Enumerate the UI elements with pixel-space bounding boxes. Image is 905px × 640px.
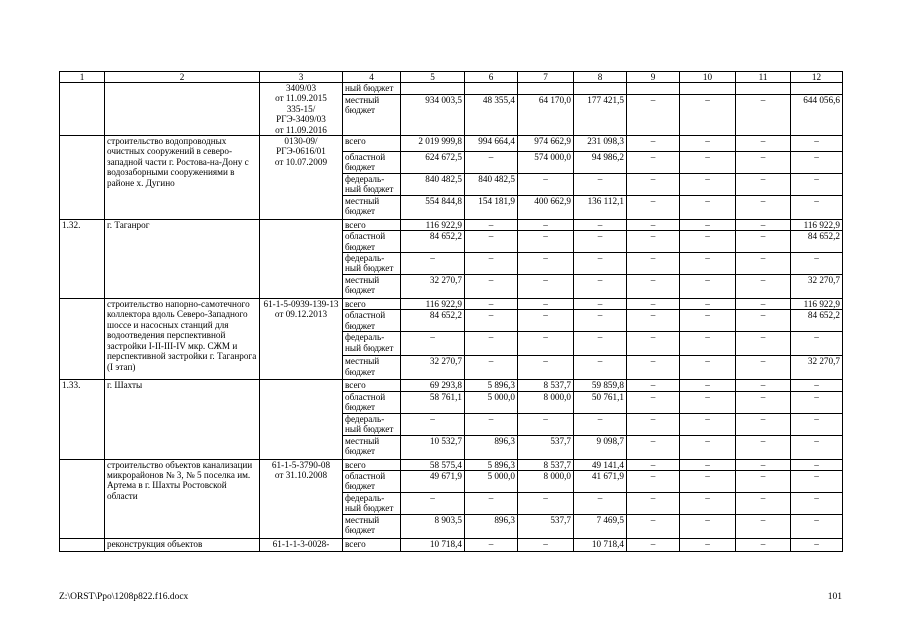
year-amount-cell: 974 662,9 bbox=[518, 136, 574, 152]
year-amount-cell: – bbox=[627, 195, 680, 219]
year-amount-cell: – bbox=[736, 219, 791, 230]
funding-source-cell: местный бюджет bbox=[343, 356, 401, 380]
table-row bbox=[60, 538, 843, 551]
year-amount-cell: 8 537,7 bbox=[518, 380, 574, 391]
year-amount-cell: – bbox=[736, 538, 791, 551]
year-amount-cell: – bbox=[465, 356, 518, 380]
year-amount-cell: – bbox=[736, 253, 791, 275]
year-amount-cell: 116 922,9 bbox=[791, 219, 843, 230]
year-amount-cell: – bbox=[680, 413, 736, 435]
total-amount-cell: 58 575,4 bbox=[401, 459, 465, 470]
funding-source-cell: всего bbox=[343, 136, 401, 152]
year-amount-cell: – bbox=[627, 459, 680, 470]
year-amount-cell: – bbox=[736, 435, 791, 459]
year-amount-cell: – bbox=[518, 173, 574, 195]
year-amount-cell: – bbox=[791, 492, 843, 514]
year-amount-cell: – bbox=[680, 492, 736, 514]
funding-source-cell: федераль-ный бюджет bbox=[343, 332, 401, 356]
column-number: 9 bbox=[627, 72, 680, 83]
year-amount-cell: – bbox=[736, 332, 791, 356]
year-amount-cell: – bbox=[574, 231, 627, 253]
total-amount-cell bbox=[401, 83, 465, 95]
total-amount-cell: – bbox=[401, 492, 465, 514]
year-amount-cell: 32 270,7 bbox=[791, 275, 843, 299]
column-number: 7 bbox=[518, 72, 574, 83]
funding-source-cell: областной бюджет bbox=[343, 231, 401, 253]
year-amount-cell: – bbox=[465, 299, 518, 310]
year-amount-cell: – bbox=[518, 219, 574, 230]
year-amount-cell: – bbox=[574, 219, 627, 230]
year-amount-cell: – bbox=[518, 492, 574, 514]
column-number: 10 bbox=[680, 72, 736, 83]
year-amount-cell: 136 112,1 bbox=[574, 195, 627, 219]
year-amount-cell: – bbox=[736, 299, 791, 310]
total-amount-cell: 69 293,8 bbox=[401, 380, 465, 391]
year-amount-cell: 177 421,5 bbox=[574, 95, 627, 136]
year-amount-cell: 840 482,5 bbox=[465, 173, 518, 195]
year-amount-cell: – bbox=[465, 332, 518, 356]
funding-source-cell: местный бюджет bbox=[343, 275, 401, 299]
year-amount-cell: 50 761,1 bbox=[574, 391, 627, 413]
object-name-cell: строительство напорно-самотечного коллектора вдоль Северо-Западного шоссе и насосных станций для водоотведения перспективной застройки I-II-III-IV мкр. СЖМ и перспективной застройки г. Таганрога (I этап) bbox=[105, 299, 260, 380]
year-amount-cell: 5 896,3 bbox=[465, 380, 518, 391]
year-amount-cell: 8 537,7 bbox=[518, 459, 574, 470]
total-amount-cell: 84 652,2 bbox=[401, 310, 465, 332]
column-number: 6 bbox=[465, 72, 518, 83]
year-amount-cell: – bbox=[791, 435, 843, 459]
funding-source-cell: всего bbox=[343, 380, 401, 391]
year-amount-cell: – bbox=[465, 310, 518, 332]
year-amount-cell: – bbox=[574, 492, 627, 514]
object-name-cell: г. Шахты bbox=[105, 380, 260, 459]
item-number-cell bbox=[60, 136, 105, 220]
year-amount-cell: – bbox=[627, 219, 680, 230]
funding-source-cell: местный бюджет bbox=[343, 195, 401, 219]
year-amount-cell: – bbox=[680, 435, 736, 459]
total-amount-cell: 934 003,5 bbox=[401, 95, 465, 136]
year-amount-cell: 5 000,0 bbox=[465, 391, 518, 413]
year-amount-cell: – bbox=[791, 136, 843, 152]
expertise-number-cell: 61-1-1-3-0028- bbox=[260, 538, 343, 551]
year-amount-cell: – bbox=[627, 435, 680, 459]
table-row bbox=[60, 136, 843, 152]
year-amount-cell: 644 056,6 bbox=[791, 95, 843, 136]
year-amount-cell: 5 000,0 bbox=[465, 470, 518, 492]
year-amount-cell: – bbox=[465, 538, 518, 551]
year-amount-cell: 32 270,7 bbox=[791, 356, 843, 380]
year-amount-cell: – bbox=[627, 492, 680, 514]
funding-source-cell: всего bbox=[343, 219, 401, 230]
funding-source-cell: областной бюджет bbox=[343, 470, 401, 492]
year-amount-cell: – bbox=[465, 253, 518, 275]
year-amount-cell: – bbox=[627, 173, 680, 195]
year-amount-cell: – bbox=[736, 195, 791, 219]
expertise-number-cell bbox=[260, 380, 343, 459]
year-amount-cell: 64 170,0 bbox=[518, 95, 574, 136]
year-amount-cell: – bbox=[736, 95, 791, 136]
column-number: 11 bbox=[736, 72, 791, 83]
expertise-number-cell: 0130-09/РГЭ-0616/01 от 10.07.2009 bbox=[260, 136, 343, 220]
year-amount-cell: – bbox=[574, 299, 627, 310]
year-amount-cell: – bbox=[518, 332, 574, 356]
year-amount-cell: – bbox=[518, 413, 574, 435]
year-amount-cell: 896,3 bbox=[465, 514, 518, 538]
year-amount-cell: – bbox=[736, 470, 791, 492]
column-number: 3 bbox=[260, 72, 343, 83]
year-amount-cell: – bbox=[791, 173, 843, 195]
year-amount-cell: – bbox=[680, 470, 736, 492]
year-amount-cell: – bbox=[518, 310, 574, 332]
footer-file-path: Z:\ORST\Ppo\1208p822.f16.docx bbox=[59, 592, 189, 602]
year-amount-cell: – bbox=[680, 299, 736, 310]
total-amount-cell: 49 671,9 bbox=[401, 470, 465, 492]
funding-source-cell: федераль-ный бюджет bbox=[343, 492, 401, 514]
expertise-number-cell bbox=[260, 219, 343, 298]
object-name-cell: реконструкция объектов bbox=[105, 538, 260, 551]
funding-source-cell: всего bbox=[343, 538, 401, 551]
funding-source-cell: федераль-ный бюджет bbox=[343, 413, 401, 435]
year-amount-cell: – bbox=[680, 219, 736, 230]
year-amount-cell: 49 141,4 bbox=[574, 459, 627, 470]
table-row bbox=[60, 219, 843, 230]
total-amount-cell: – bbox=[401, 332, 465, 356]
total-amount-cell: 2 019 999,8 bbox=[401, 136, 465, 152]
year-amount-cell: – bbox=[791, 459, 843, 470]
total-amount-cell: 116 922,9 bbox=[401, 299, 465, 310]
table-row bbox=[60, 380, 843, 391]
year-amount-cell: – bbox=[680, 231, 736, 253]
year-amount-cell: – bbox=[518, 231, 574, 253]
year-amount-cell: 154 181,9 bbox=[465, 195, 518, 219]
item-number-cell: 1.32. bbox=[60, 219, 105, 298]
year-amount-cell: – bbox=[680, 195, 736, 219]
year-amount-cell: 7 469,5 bbox=[574, 514, 627, 538]
year-amount-cell: – bbox=[627, 95, 680, 136]
year-amount-cell: – bbox=[736, 356, 791, 380]
expertise-number-cell: 3409/03 от 11.09.2015 335-15/РГЭ-3409/03 от 11.09.2016 bbox=[260, 83, 343, 136]
year-amount-cell: – bbox=[680, 380, 736, 391]
budget-table bbox=[59, 71, 843, 552]
year-amount-cell: – bbox=[791, 253, 843, 275]
year-amount-cell: – bbox=[574, 310, 627, 332]
year-amount-cell: – bbox=[791, 470, 843, 492]
object-name-cell: г. Таганрог bbox=[105, 219, 260, 298]
year-amount-cell: – bbox=[680, 332, 736, 356]
year-amount-cell: – bbox=[465, 152, 518, 174]
total-amount-cell: 840 482,5 bbox=[401, 173, 465, 195]
year-amount-cell: – bbox=[680, 253, 736, 275]
year-amount-cell: – bbox=[518, 275, 574, 299]
year-amount-cell bbox=[680, 83, 736, 95]
year-amount-cell: 574 000,0 bbox=[518, 152, 574, 174]
total-amount-cell: 10 532,7 bbox=[401, 435, 465, 459]
year-amount-cell: – bbox=[465, 413, 518, 435]
year-amount-cell: – bbox=[574, 413, 627, 435]
footer-page-number: 101 bbox=[827, 592, 842, 602]
total-amount-cell: 58 761,1 bbox=[401, 391, 465, 413]
expertise-number-cell: 61-1-5-3790-08 от 31.10.2008 bbox=[260, 459, 343, 538]
year-amount-cell: – bbox=[736, 310, 791, 332]
column-number: 4 bbox=[343, 72, 401, 83]
year-amount-cell: – bbox=[465, 492, 518, 514]
year-amount-cell: 994 664,4 bbox=[465, 136, 518, 152]
year-amount-cell: – bbox=[791, 195, 843, 219]
year-amount-cell: – bbox=[518, 356, 574, 380]
year-amount-cell: – bbox=[574, 356, 627, 380]
funding-source-cell: федераль-ный бюджет bbox=[343, 253, 401, 275]
year-amount-cell: – bbox=[627, 253, 680, 275]
year-amount-cell: – bbox=[736, 492, 791, 514]
item-number-cell bbox=[60, 299, 105, 380]
total-amount-cell: 32 270,7 bbox=[401, 356, 465, 380]
year-amount-cell: – bbox=[791, 514, 843, 538]
funding-source-cell: ный бюджет bbox=[343, 83, 401, 95]
column-number: 8 bbox=[574, 72, 627, 83]
year-amount-cell: – bbox=[680, 356, 736, 380]
funding-source-cell: всего bbox=[343, 459, 401, 470]
funding-source-cell: областной бюджет bbox=[343, 152, 401, 174]
year-amount-cell: – bbox=[574, 173, 627, 195]
year-amount-cell: – bbox=[736, 136, 791, 152]
total-amount-cell: 32 270,7 bbox=[401, 275, 465, 299]
year-amount-cell: – bbox=[518, 299, 574, 310]
year-amount-cell: – bbox=[736, 514, 791, 538]
item-number-cell bbox=[60, 459, 105, 538]
year-amount-cell bbox=[736, 83, 791, 95]
year-amount-cell bbox=[518, 83, 574, 95]
year-amount-cell: – bbox=[518, 253, 574, 275]
year-amount-cell: – bbox=[627, 413, 680, 435]
total-amount-cell: 554 844,8 bbox=[401, 195, 465, 219]
year-amount-cell: – bbox=[680, 310, 736, 332]
object-name-cell bbox=[105, 83, 260, 136]
year-amount-cell: 5 896,3 bbox=[465, 459, 518, 470]
year-amount-cell: – bbox=[574, 253, 627, 275]
year-amount-cell: – bbox=[465, 219, 518, 230]
table-row bbox=[60, 83, 843, 95]
object-name-cell: строительство водопроводных очистных сооружений в северо-западной части г. Ростова-на-Дону с водозаборными сооружениями в районе х. Дугино bbox=[105, 136, 260, 220]
year-amount-cell: – bbox=[680, 136, 736, 152]
column-number: 5 bbox=[401, 72, 465, 83]
year-amount-cell: – bbox=[791, 380, 843, 391]
total-amount-cell: 624 672,5 bbox=[401, 152, 465, 174]
year-amount-cell: – bbox=[736, 231, 791, 253]
year-amount-cell: – bbox=[680, 538, 736, 551]
year-amount-cell: 48 355,4 bbox=[465, 95, 518, 136]
year-amount-cell: – bbox=[465, 231, 518, 253]
year-amount-cell: 537,7 bbox=[518, 514, 574, 538]
funding-source-cell: всего bbox=[343, 299, 401, 310]
year-amount-cell bbox=[627, 83, 680, 95]
year-amount-cell: – bbox=[465, 275, 518, 299]
year-amount-cell: 94 986,2 bbox=[574, 152, 627, 174]
year-amount-cell: – bbox=[680, 459, 736, 470]
year-amount-cell: – bbox=[518, 538, 574, 551]
year-amount-cell: 9 098,7 bbox=[574, 435, 627, 459]
year-amount-cell: – bbox=[736, 413, 791, 435]
funding-source-cell: местный бюджет bbox=[343, 435, 401, 459]
year-amount-cell: – bbox=[680, 275, 736, 299]
budget-table-sheet bbox=[59, 71, 842, 552]
funding-source-cell: областной бюджет bbox=[343, 391, 401, 413]
expertise-number-cell: 61-1-5-0939-139-13 от 09.12.2013 bbox=[260, 299, 343, 380]
total-amount-cell: 8 903,5 bbox=[401, 514, 465, 538]
year-amount-cell: – bbox=[627, 136, 680, 152]
column-number: 2 bbox=[105, 72, 260, 83]
year-amount-cell: – bbox=[574, 275, 627, 299]
year-amount-cell: 41 671,9 bbox=[574, 470, 627, 492]
year-amount-cell: – bbox=[627, 310, 680, 332]
total-amount-cell: 84 652,2 bbox=[401, 231, 465, 253]
year-amount-cell: – bbox=[680, 173, 736, 195]
funding-source-cell: областной бюджет bbox=[343, 310, 401, 332]
table-row bbox=[60, 299, 843, 310]
year-amount-cell: – bbox=[736, 391, 791, 413]
year-amount-cell: 231 098,3 bbox=[574, 136, 627, 152]
funding-source-cell: федераль-ный бюджет bbox=[343, 173, 401, 195]
year-amount-cell: 10 718,4 bbox=[574, 538, 627, 551]
year-amount-cell: – bbox=[736, 380, 791, 391]
year-amount-cell bbox=[465, 83, 518, 95]
object-name-cell: строительство объектов канализации микрорайонов № 3, № 5 поселка им. Артема в г. Шахты Ростовской области bbox=[105, 459, 260, 538]
year-amount-cell: – bbox=[791, 413, 843, 435]
year-amount-cell: 59 859,8 bbox=[574, 380, 627, 391]
year-amount-cell: – bbox=[627, 514, 680, 538]
year-amount-cell: 116 922,9 bbox=[791, 299, 843, 310]
year-amount-cell: 84 652,2 bbox=[791, 310, 843, 332]
year-amount-cell: – bbox=[627, 391, 680, 413]
column-number: 12 bbox=[791, 72, 843, 83]
year-amount-cell: – bbox=[791, 538, 843, 551]
item-number-cell bbox=[60, 538, 105, 551]
year-amount-cell: 537,7 bbox=[518, 435, 574, 459]
year-amount-cell: – bbox=[627, 470, 680, 492]
year-amount-cell: 896,3 bbox=[465, 435, 518, 459]
year-amount-cell: – bbox=[680, 152, 736, 174]
year-amount-cell: – bbox=[627, 380, 680, 391]
year-amount-cell: – bbox=[680, 514, 736, 538]
year-amount-cell: – bbox=[736, 459, 791, 470]
year-amount-cell: – bbox=[627, 332, 680, 356]
total-amount-cell: – bbox=[401, 413, 465, 435]
item-number-cell bbox=[60, 83, 105, 136]
year-amount-cell: – bbox=[736, 275, 791, 299]
item-number-cell: 1.33. bbox=[60, 380, 105, 459]
year-amount-cell: – bbox=[680, 391, 736, 413]
total-amount-cell: 116 922,9 bbox=[401, 219, 465, 230]
year-amount-cell: 8 000,0 bbox=[518, 391, 574, 413]
year-amount-cell bbox=[574, 83, 627, 95]
funding-source-cell: местный бюджет bbox=[343, 514, 401, 538]
year-amount-cell: 8 000,0 bbox=[518, 470, 574, 492]
funding-source-cell: местный бюджет bbox=[343, 95, 401, 136]
year-amount-cell: 400 662,9 bbox=[518, 195, 574, 219]
year-amount-cell: – bbox=[627, 538, 680, 551]
year-amount-cell: – bbox=[791, 332, 843, 356]
year-amount-cell: – bbox=[791, 152, 843, 174]
table-row bbox=[60, 459, 843, 470]
year-amount-cell: – bbox=[680, 95, 736, 136]
year-amount-cell: – bbox=[574, 332, 627, 356]
year-amount-cell bbox=[791, 83, 843, 95]
year-amount-cell: – bbox=[627, 275, 680, 299]
year-amount-cell: – bbox=[791, 391, 843, 413]
year-amount-cell: – bbox=[736, 152, 791, 174]
year-amount-cell: 84 652,2 bbox=[791, 231, 843, 253]
column-number: 1 bbox=[60, 72, 105, 83]
year-amount-cell: – bbox=[627, 356, 680, 380]
year-amount-cell: – bbox=[627, 299, 680, 310]
year-amount-cell: – bbox=[627, 152, 680, 174]
year-amount-cell: – bbox=[627, 231, 680, 253]
total-amount-cell: 10 718,4 bbox=[401, 538, 465, 551]
year-amount-cell: – bbox=[736, 173, 791, 195]
column-number-row bbox=[60, 72, 843, 83]
total-amount-cell: – bbox=[401, 253, 465, 275]
